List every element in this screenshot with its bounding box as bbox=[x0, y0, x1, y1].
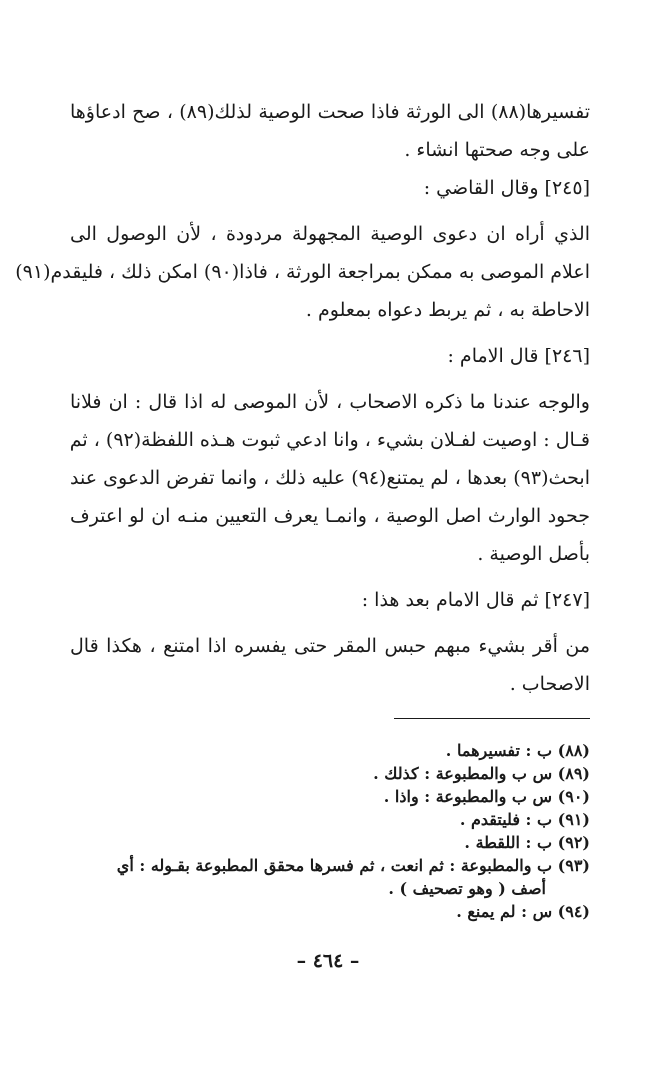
text-line: بأصل الوصية . bbox=[477, 543, 590, 565]
document-page bbox=[15, 100, 590, 923]
text-line: على وجه صحتها انشاء . bbox=[404, 139, 590, 161]
text-line: والوجه عندنا ما ذكره الاصحاب ، لأن الموصى له اذا قال : ان فلانا bbox=[70, 391, 590, 413]
paragraph-1 bbox=[70, 100, 590, 162]
text-line: ابحث(٩٣) بعدها ، لم يمتنع(٩٤) عليه ذلك ، وانما تفرض الدعوى عند bbox=[70, 467, 590, 489]
footnote-divider bbox=[394, 718, 590, 719]
paragraph-2 bbox=[15, 222, 590, 322]
text-line: اعلام الموصى به ممكن بمراجعة الورثة ، فاذا(٩٠) امكن ذلك ، فليقدم(٩١) bbox=[15, 261, 590, 283]
footnote-94: (٩٤) س : لم يمنع . bbox=[456, 902, 590, 921]
footnote-90: (٩٠) س ب والمطبوعة : واذا . bbox=[383, 787, 590, 806]
footnote-93: (٩٣) ب والمطبوعة : ثم انعت ، ثم فسرها محقق المطبوعة بقـوله : أي bbox=[116, 856, 590, 875]
page-number: – ٤٦٤ – bbox=[296, 950, 360, 972]
text-line: قـال : اوصيت لفـلان بشيء ، وانا ادعي ثبوت هـذه اللفظة(٩٢) ، ثم bbox=[69, 429, 590, 451]
footnotes bbox=[70, 739, 590, 923]
text-line: الذي أراه ان دعوى الوصية المجهولة مردودة ، لأن الوصول الى bbox=[70, 223, 590, 245]
footnote-91: (٩١) ب : فليتقدم . bbox=[459, 810, 590, 829]
footnote-92: (٩٢) ب : اللقطة . bbox=[464, 833, 590, 852]
section-heading-247: [٢٤٧] ثم قال الامام بعد هذا : bbox=[361, 589, 590, 611]
text-line: من أقر بشيء مبهم حبس المقر حتى يفسره اذا امتنع ، هكذا قال bbox=[70, 635, 590, 657]
text-line: جحود الوارث اصل الوصية ، وانمـا يعرف التعيين منـه ان لو اعترف bbox=[70, 505, 590, 527]
paragraph-4 bbox=[70, 634, 590, 696]
text-line: الاحاطة به ، ثم يربط دعواه بمعلوم . bbox=[305, 299, 590, 321]
footnote-93-continued: أصف ( وهو تصحيف ) . bbox=[388, 879, 546, 898]
paragraph-3 bbox=[70, 390, 590, 566]
section-heading-246: [٢٤٦] قال الامام : bbox=[447, 345, 590, 367]
section-heading-245: [٢٤٥] وقال القاضي : bbox=[423, 177, 590, 199]
footnote-88: (٨٨) ب : تفسيرهما . bbox=[445, 741, 590, 760]
text-line: الاصحاب . bbox=[509, 673, 590, 695]
footnote-89: (٨٩) س ب والمطبوعة : كذلك . bbox=[373, 764, 590, 783]
text-line: تفسيرها(٨٨) الى الورثة فاذا صحت الوصية لذلك(٨٩) ، صح ادعاؤها bbox=[70, 101, 590, 123]
